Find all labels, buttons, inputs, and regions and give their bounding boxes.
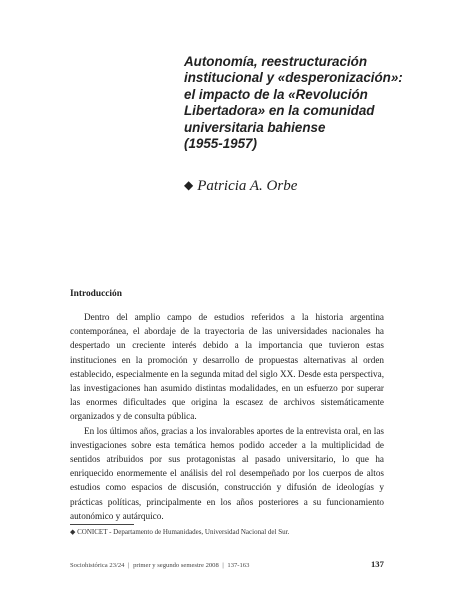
issue-number: 23/24 — [109, 562, 125, 569]
page-range: 137-163 — [227, 562, 250, 569]
title-line: Libertadora» en la comunidad — [184, 103, 375, 119]
author-line — [184, 176, 297, 195]
title-line: Autonomía, reestructuración — [184, 54, 368, 69]
article-body — [70, 310, 384, 523]
title-line: (1955-1957) — [184, 136, 257, 152]
page-number: 137 — [371, 559, 384, 569]
article-title — [184, 54, 409, 152]
diamond-footnote-marker-icon: ◆ — [184, 178, 194, 192]
running-footer — [70, 561, 249, 570]
section-heading: Introducción — [70, 289, 122, 299]
author-affiliation-footnote: ◆ CONICET - Departamento de Humanidades, Universidad Nacional del Sur. — [70, 528, 290, 536]
publication-period: primer y segundo semestre 2008 — [133, 562, 219, 569]
body-paragraph: En los últimos años, gracias a los invalorables aportes de la entrevista oral, en las investigaciones sobre esta temática hemos podido acceder a la multiplicidad de sentidos atribuidos por sus protagonistas al pasado universitario, lo que ha enriquecido enormemente el análisis del rol desempeñado por los cuerpos de altos estudios como espacios de discusión, construcción y difusión de ideologías y prácticas políticas, principalmente en los años posteriores a su funcionamiento autonómico y autárquico. — [70, 425, 384, 521]
title-line: el impacto de la «Revolución — [184, 86, 368, 102]
footer-separator: | — [128, 562, 130, 569]
body-paragraph: Dentro del amplio campo de estudios referidos a la historia argentina contemporánea, el abordaje de la trayectoria de las universidades nacionales ha despertado un creciente interés debido a la importancia que tuvieron estas instituciones en la promoción y desarrollo de propuestas alternativas al orden establecido, especialmente en la segunda mitad del siglo XX. Desde esta perspectiva, las investigaciones han asumido distintas modalidades, en un esfuerzo por superar las enormes dificultades que origina la escasez de archivos sistemáticamente organizados y de consulta pública. — [70, 312, 384, 422]
footnote-divider — [70, 524, 134, 525]
title-line: institucional y «desperonización»: — [184, 70, 403, 86]
footer-separator: | — [222, 562, 224, 569]
title-line: universitaria bahiense — [184, 119, 326, 135]
journal-name: Sociohistórica — [70, 562, 108, 569]
author-name: Patricia A. Orbe — [197, 178, 298, 194]
